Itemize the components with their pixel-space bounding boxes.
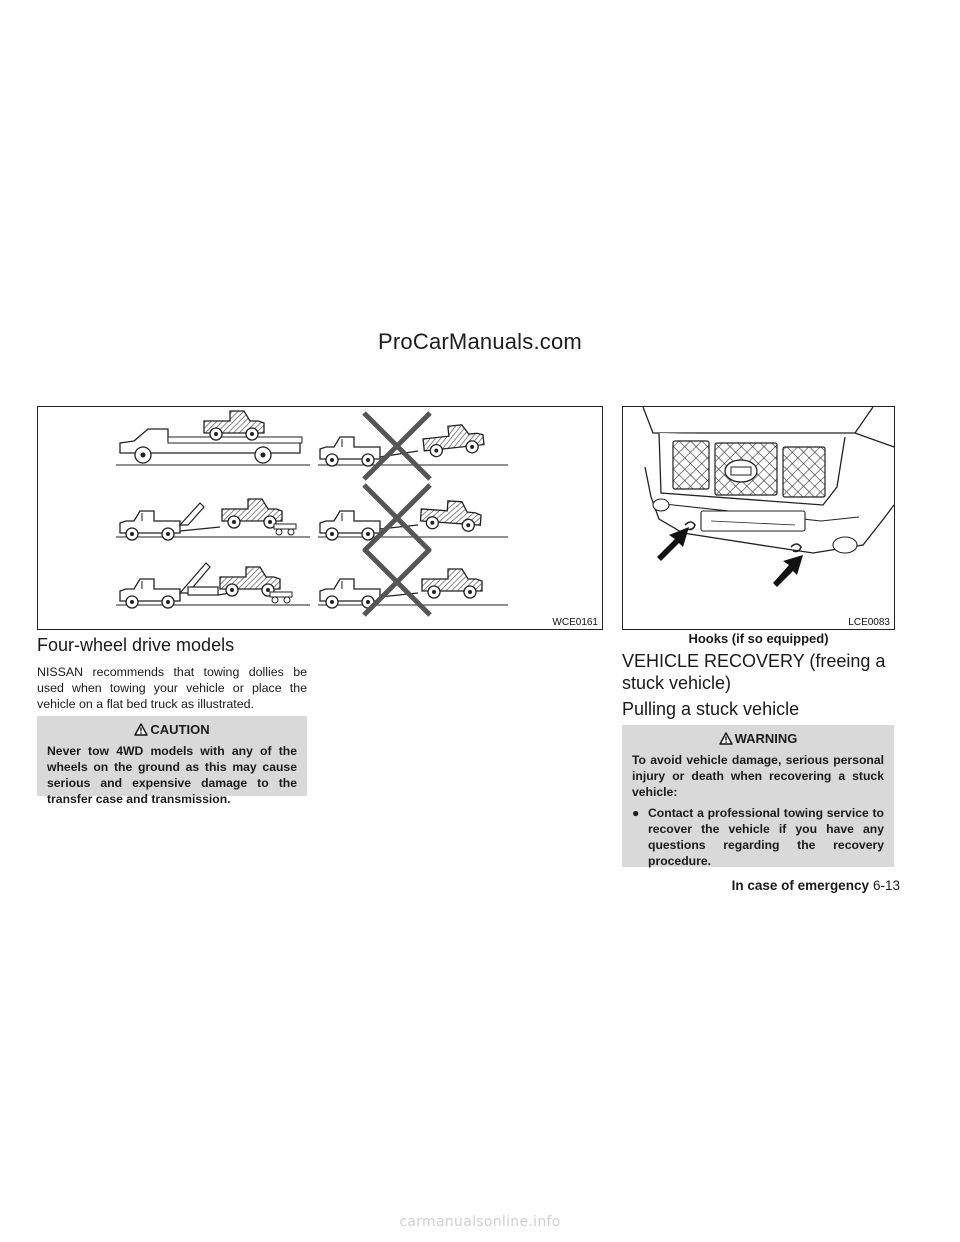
towing-diagram-svg [38,407,602,629]
watermark-bottom: carmanualsonline.info [399,1214,561,1230]
subheading-pulling: Pulling a stuck vehicle [622,699,800,719]
watermark-top: ProCarManuals.com [378,329,582,354]
warning-title: WARNING [734,731,798,746]
caution-box [37,716,307,806]
footer-section: In case of emergency [731,878,869,893]
figure-code-left: WCE0161 [552,617,598,628]
warning-triangle-icon [719,732,733,745]
figure-caption: Hooks (if so equipped) [688,631,829,646]
caution-title: CAUTION [150,722,210,737]
page-number: 6-13 [872,878,900,893]
warning-bullet [632,805,884,869]
hooks-illustration [622,406,895,630]
section-heading-recovery: VEHICLE RECOVERY (freeing a stuck vehicle) [622,651,886,693]
section-heading-4wd: Four-wheel drive models [37,635,235,655]
page-footer [690,878,900,893]
towing-paragraph: NISSAN recommends that towing dollies be used when towing your vehicle or place the vehicle on a flat bed truck as illustrated. [37,665,307,711]
caution-text: Never tow 4WD models with any of the wheels on the ground as this may cause serious and expensive damage to the transfer case and transmission. [47,744,297,806]
figure-code-right: LCE0083 [848,617,890,628]
arrow-left-hook-icon [657,527,689,561]
bullet-icon: ● [632,806,640,820]
warning-box [622,725,894,867]
flatbed-truck [120,411,302,463]
front-bumper-svg [623,407,894,629]
warning-bullet-text: Contact a professional towing service to recover the vehicle if you have any questions regarding the recovery procedure. [648,806,884,868]
arrow-right-hook-icon [773,555,803,587]
warning-triangle-icon [134,723,148,736]
warning-header [632,731,884,746]
caution-header [47,722,297,737]
warning-intro: To avoid vehicle damage, serious personal injury or death when recovering a stuck vehicle: [632,753,884,799]
towing-illustration [37,406,603,630]
